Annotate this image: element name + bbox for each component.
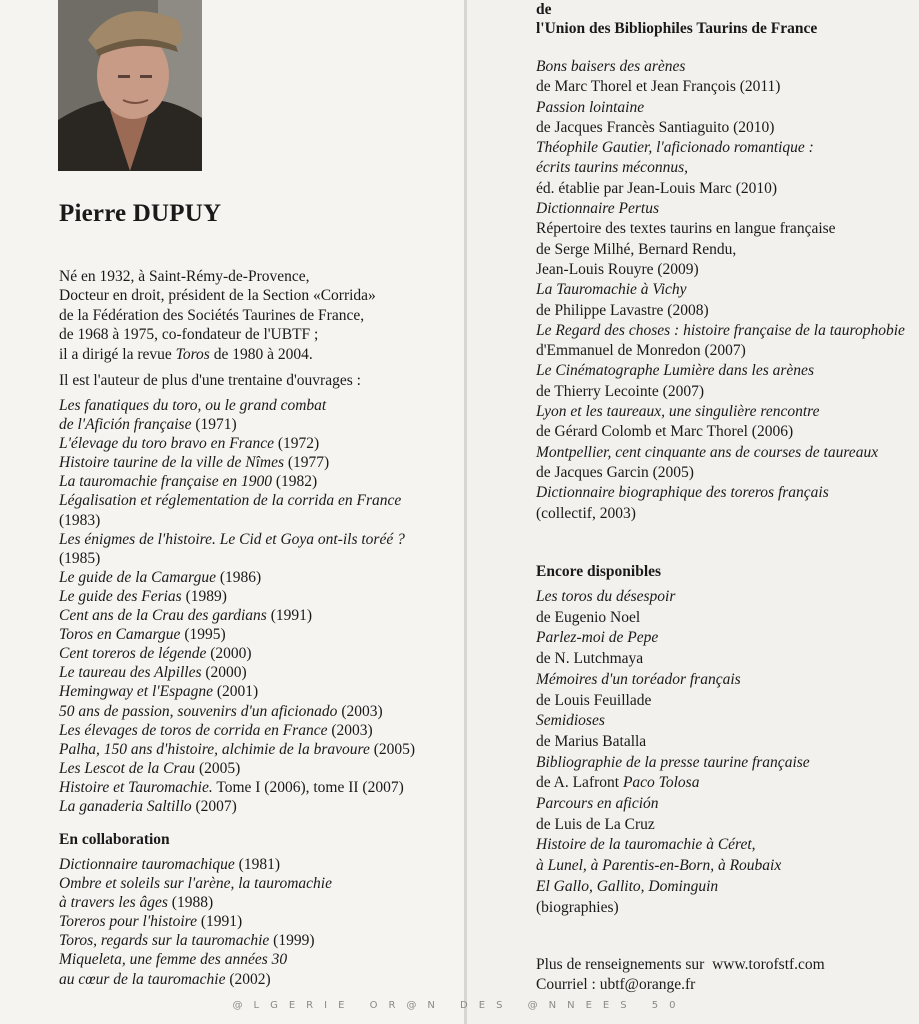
list-item	[536, 179, 905, 199]
list-item	[59, 587, 415, 606]
list-item	[59, 415, 415, 434]
publisher-heading	[536, 0, 817, 38]
book-title: Paco Tolosa	[622, 774, 700, 792]
book-detail: de Jacques Garcin (2005)	[536, 463, 694, 481]
list-item	[59, 682, 415, 701]
book-title: L'élevage du toro bravo en France	[59, 435, 274, 453]
list-item	[536, 219, 905, 239]
list-item	[59, 549, 415, 568]
list-item	[536, 443, 905, 463]
book-title: Les toros du désespoir	[536, 588, 676, 605]
list-item	[59, 472, 415, 491]
book-detail: de Serge Milhé, Bernard Rendu,	[536, 240, 737, 258]
bio-text: de 1980 à 2004.	[209, 345, 313, 363]
book-detail: de Gérard Colomb et Marc Thorel (2006)	[536, 423, 794, 441]
works-intro: Il est l'auteur de plus d'une trentaine d'ouvrages :	[59, 372, 361, 389]
book-title: à Lunel, à Parentis-en-Born, à Roubaix	[536, 857, 782, 875]
book-title: écrits taurins méconnus,	[536, 159, 688, 177]
book-title: Ombre et soleils sur l'arène, la tauromachie	[59, 875, 332, 893]
book-title: Toros en Camargue	[59, 626, 181, 644]
book-detail: (1991)	[266, 607, 313, 625]
list-item	[59, 644, 415, 663]
book-title: à travers les âges	[59, 894, 168, 912]
list-item	[536, 118, 905, 138]
book-title: Les fanatiques du toro, ou le grand combat	[59, 397, 327, 414]
book-detail: (1972)	[273, 435, 320, 453]
list-item	[59, 797, 415, 816]
book-detail: (1977)	[284, 454, 330, 472]
book-detail: de Thierry Lecointe (2007)	[536, 382, 704, 400]
book-title: Parcours en afición	[536, 795, 659, 813]
list-item	[59, 530, 415, 549]
book-detail: de Philippe Lavastre (2008)	[536, 301, 709, 319]
book-title: Les Lescot de la Crau	[59, 759, 196, 777]
book-detail: (1982)	[271, 473, 318, 491]
list-item	[59, 970, 332, 989]
book-detail: (1989)	[181, 587, 227, 605]
list-item	[536, 587, 810, 608]
book-detail: de A. Lafront	[536, 774, 623, 792]
list-item	[536, 711, 810, 732]
list-item	[536, 504, 905, 524]
list-item	[536, 341, 905, 361]
bio-text: il a dirigé la revue	[59, 345, 176, 363]
list-item	[59, 721, 415, 740]
list-item	[536, 402, 905, 422]
list-item	[536, 463, 905, 483]
book-title: Cent ans de la Crau des gardians	[59, 607, 267, 625]
list-item	[59, 912, 332, 931]
book-title: Montpellier, cent cinquante ans de courses de taureaux	[536, 443, 879, 461]
list-item	[536, 877, 810, 898]
list-item	[536, 422, 905, 442]
list-item	[536, 649, 810, 670]
book-detail: (2001)	[212, 683, 259, 701]
book-detail: (collectif, 2003)	[536, 504, 636, 522]
list-item	[59, 663, 415, 682]
bio-line: de la Fédération des Sociétés Taurines de France,	[59, 306, 365, 324]
book-detail: (biographies)	[536, 898, 619, 916]
info-label: Plus de renseignements sur	[536, 956, 705, 973]
list-item	[59, 491, 415, 510]
list-item	[536, 835, 810, 856]
author-bio	[59, 267, 439, 364]
book-detail: (2002)	[225, 970, 271, 988]
book-detail: (2007)	[191, 797, 237, 815]
book-title: Toreros pour l'histoire	[59, 913, 197, 931]
list-item	[536, 753, 810, 774]
list-item	[59, 434, 415, 453]
book-detail: de Louis Feuillade	[536, 691, 652, 709]
book-detail: éd. établie par Jean-Louis Marc (2010)	[536, 179, 778, 197]
book-title: 50 ans de passion, souvenirs d'un aficionado	[59, 702, 338, 720]
book-detail: (1995)	[180, 626, 226, 644]
list-item	[59, 950, 332, 969]
book-title: Passion lointaine	[536, 98, 645, 116]
list-item	[536, 732, 810, 753]
author-name: Pierre DUPUY	[59, 200, 222, 227]
list-item	[59, 759, 415, 778]
book-title: Légalisation et réglementation de la corrida en France	[59, 492, 402, 510]
list-item	[536, 670, 810, 691]
book-title: Hemingway et l'Espagne	[59, 683, 213, 701]
book-detail: Répertoire des textes taurins en langue française	[536, 220, 836, 238]
list-item	[59, 396, 415, 415]
book-title: Mémoires d'un toréador français	[536, 670, 741, 688]
list-item	[536, 280, 905, 300]
list-item	[59, 855, 332, 874]
book-title: Histoire de la tauromachie à Céret,	[536, 836, 756, 854]
list-item	[536, 483, 905, 503]
list-item	[536, 628, 810, 649]
list-item	[59, 778, 415, 797]
book-detail: de N. Lutchmaya	[536, 650, 644, 668]
list-item	[536, 301, 905, 321]
book-detail: (2000)	[201, 664, 247, 682]
collaboration-list	[59, 855, 332, 989]
list-item	[59, 625, 415, 644]
book-title: La tauromachie française en 1900	[59, 473, 272, 491]
book-title: Les élevages de toros de corrida en France	[59, 721, 328, 739]
book-detail: (2005)	[369, 740, 416, 758]
author-portrait-photo	[58, 0, 202, 171]
book-title: Les énigmes de l'histoire. Le Cid et Goya ont-ils toréé ?	[59, 530, 405, 548]
publisher-line: de	[536, 1, 552, 18]
book-title: Dictionnaire Pertus	[536, 200, 659, 218]
ubtf-books-list	[536, 57, 905, 524]
book-title: Le guide des Ferias	[59, 587, 182, 605]
book-title: Dictionnaire biographique des toreros français	[536, 484, 829, 502]
book-title: Histoire taurine de la ville de Nîmes	[59, 454, 284, 472]
website-link[interactable]: www.torofstf.com	[712, 956, 825, 973]
encore-list	[536, 587, 810, 918]
book-title: Dictionnaire tauromachique	[59, 856, 235, 873]
book-title: Le guide de la Camargue	[59, 568, 216, 586]
book-detail: Jean-Louis Rouyre (2009)	[536, 260, 699, 278]
book-detail: (2003)	[337, 702, 383, 720]
list-item	[59, 931, 332, 950]
bio-line: de 1968 à 1975, co-fondateur de l'UBTF ;	[59, 326, 319, 344]
book-title: Bibliographie de la presse taurine française	[536, 753, 810, 771]
book-detail: de Marius Batalla	[536, 732, 647, 750]
list-item	[536, 260, 905, 280]
list-item	[536, 898, 810, 919]
book-title: La ganaderia Saltillo	[59, 797, 192, 815]
book-title: Semidioses	[536, 712, 605, 730]
list-item	[536, 691, 810, 712]
book-detail: (1986)	[216, 568, 262, 586]
bio-line: Né en 1932, à Saint-Rémy-de-Provence,	[59, 268, 310, 285]
book-title: Parlez-moi de Pepe	[536, 629, 659, 647]
list-item	[536, 138, 905, 158]
book-title: Miqueleta, une femme des années 30	[59, 951, 288, 969]
book-title: Toros, regards sur la tauromachie	[59, 932, 270, 950]
book-detail: (1983)	[59, 511, 101, 529]
encore-heading: Encore disponibles	[536, 563, 662, 580]
book-detail: de Eugenio Noel	[536, 608, 641, 626]
works-list	[59, 396, 415, 816]
book-detail: (1991)	[196, 913, 243, 931]
book-title: Lyon et les taureaux, une singulière rencontre	[536, 403, 820, 421]
list-item	[536, 199, 905, 219]
book-detail: de Luis de La Cruz	[536, 815, 655, 833]
book-title: de l'Afición française	[59, 416, 192, 434]
book-detail: (1981)	[234, 856, 280, 873]
page-footer: @LGERIE OR@N DES @NNEES 50	[232, 1000, 687, 1011]
publisher-line: l'Union des Bibliophiles Taurins de France	[536, 20, 818, 37]
book-detail: (1971)	[191, 416, 237, 434]
book-detail: (1988)	[167, 894, 214, 912]
list-item	[59, 511, 415, 530]
book-title: La Tauromachie à Vichy	[536, 281, 687, 299]
book-detail: (1999)	[269, 932, 315, 950]
book-title: Histoire et Tauromachie.	[59, 778, 213, 796]
book-detail: de Jacques Francès Santiaguito (2010)	[536, 118, 775, 136]
book-title: Palha, 150 ans d'histoire, alchimie de la bravoure	[59, 740, 370, 758]
book-detail: d'Emmanuel de Monredon (2007)	[536, 342, 746, 360]
book-title: Bons baisers des arènes	[536, 58, 686, 75]
list-item	[536, 382, 905, 402]
email-label: Courriel :	[536, 975, 596, 993]
contact-website-line	[536, 955, 825, 975]
list-item	[59, 453, 415, 472]
list-item	[59, 568, 415, 587]
list-item	[59, 740, 415, 759]
book-detail: (2000)	[206, 645, 252, 663]
bio-line: Docteur en droit, président de la Section «Corrida»	[59, 287, 376, 305]
collaboration-heading: En collaboration	[59, 831, 170, 848]
book-title: Le Cinématographe Lumière dans les arènes	[536, 362, 814, 380]
book-detail: (2003)	[327, 721, 373, 739]
list-item	[536, 773, 810, 794]
list-item	[536, 361, 905, 381]
list-item	[59, 893, 332, 912]
list-item	[536, 608, 810, 629]
book-title: au cœur de la tauromachie	[59, 970, 226, 988]
contact-email-line	[536, 975, 825, 995]
list-item	[59, 606, 415, 625]
book-title: Cent toreros de légende	[59, 645, 207, 663]
book-detail: Tome I (2006), tome II (2007)	[212, 778, 404, 796]
list-item	[59, 702, 415, 721]
list-item	[59, 874, 332, 893]
list-item	[536, 815, 810, 836]
bio-line	[59, 345, 439, 364]
book-detail: de Marc Thorel et Jean François (2011)	[536, 78, 781, 96]
list-item	[536, 321, 905, 341]
book-title: Le Regard des choses : histoire française de la taurophobie	[536, 321, 905, 339]
book-title: Théophile Gautier, l'aficionado romantique :	[536, 139, 814, 157]
magazine-title: Toros	[175, 345, 210, 363]
email-link[interactable]: ubtf@orange.fr	[599, 975, 696, 993]
list-item	[536, 98, 905, 118]
list-item	[536, 77, 905, 97]
contact-info	[536, 955, 825, 994]
list-item	[536, 856, 810, 877]
list-item	[536, 158, 905, 178]
book-title: Le taureau des Alpilles	[59, 664, 202, 682]
book-detail: (2005)	[195, 759, 241, 777]
list-item	[536, 794, 810, 815]
book-detail: (1985)	[59, 549, 101, 567]
list-item	[536, 240, 905, 260]
book-title: El Gallo, Gallito, Dominguin	[536, 877, 719, 895]
list-item	[536, 57, 905, 77]
